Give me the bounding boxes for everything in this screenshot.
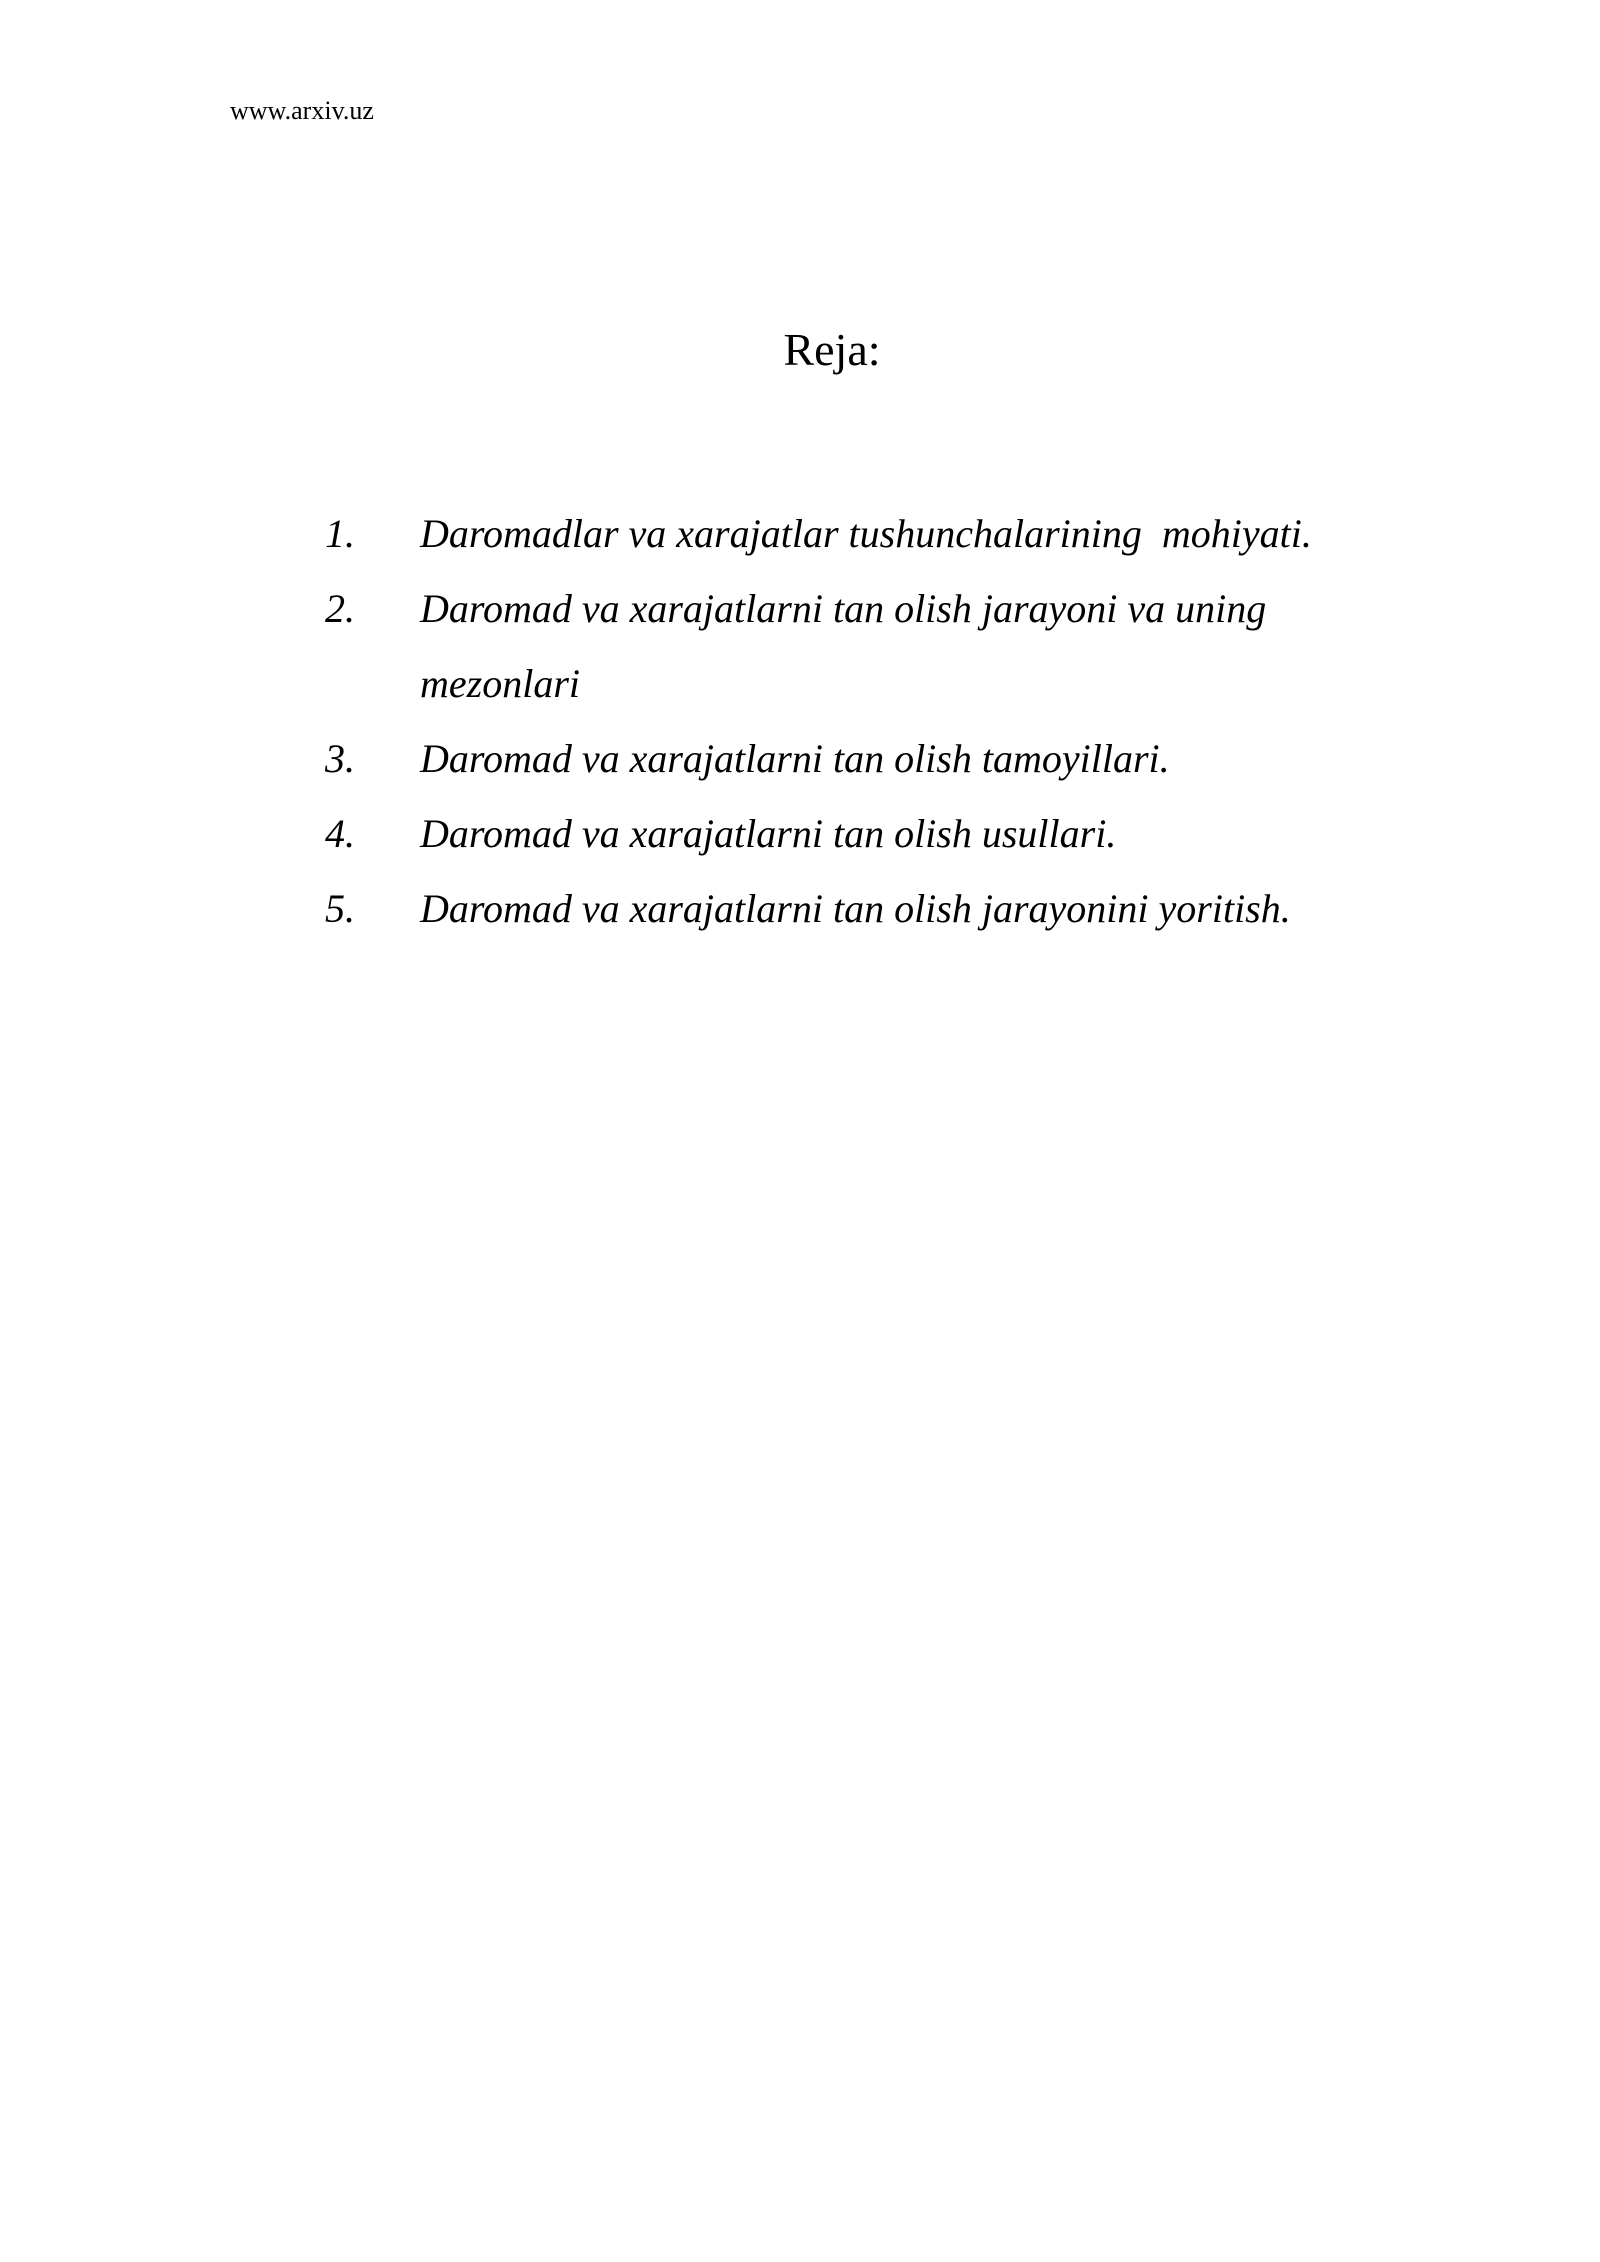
plan-item-text-line-2: mezonlari — [420, 661, 580, 706]
plan-item-number: 2. — [325, 586, 355, 631]
plan-item-text: Daromad va xarajatlarni tan olish usullari. — [420, 811, 1117, 856]
plan-item-number: 5. — [325, 886, 355, 931]
plan-item-text: Daromadlar va xarajatlar tushunchalarining mohiyati. — [420, 511, 1312, 556]
plan-item-text: Daromad va xarajatlarni tan olish jarayonini yoritish. — [420, 886, 1291, 931]
plan-item-number: 3. — [325, 736, 355, 781]
site-url: www.arxiv.uz — [230, 96, 374, 125]
plan-item-number: 4. — [325, 811, 355, 856]
plan-item-text: Daromad va xarajatlarni tan olish tamoyillari. — [420, 736, 1170, 781]
plan-item-number: 1. — [325, 511, 355, 556]
page-title: Reja: — [783, 324, 881, 375]
plan-item-text-line-1: Daromad va xarajatlarni tan olish jarayoni va uning — [420, 586, 1267, 631]
